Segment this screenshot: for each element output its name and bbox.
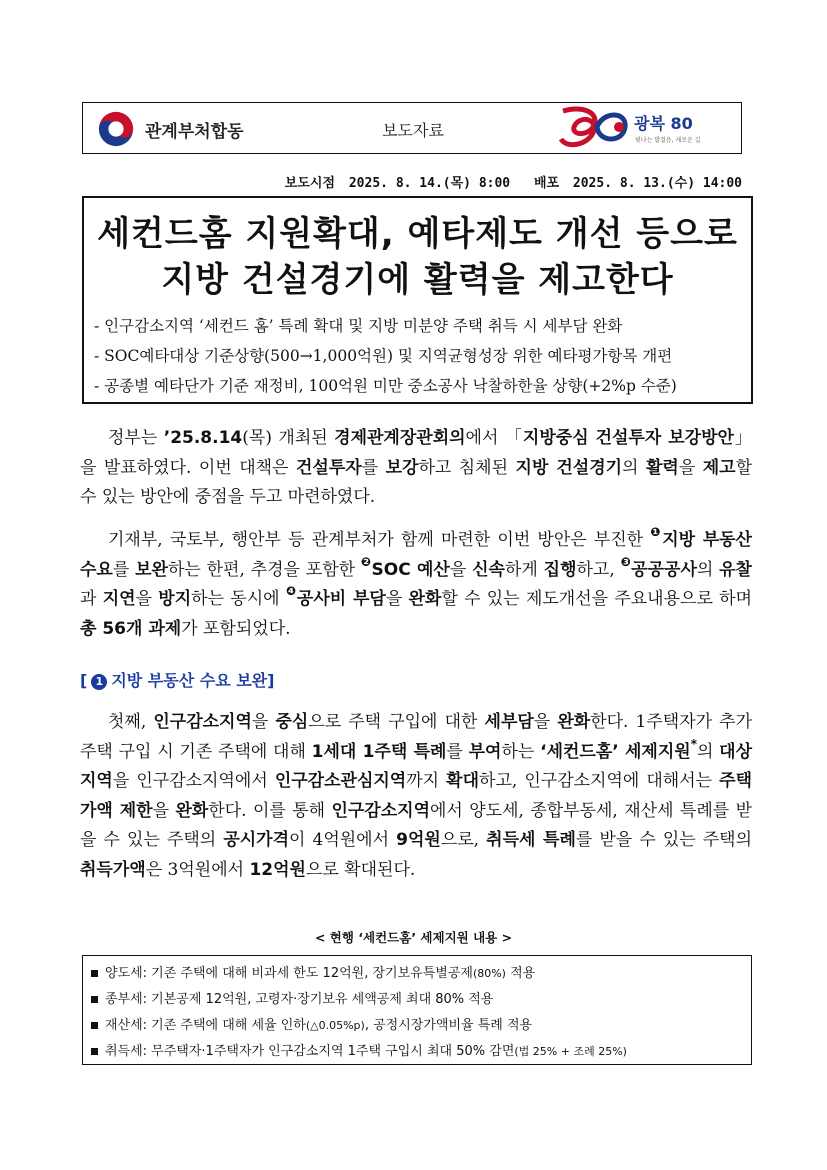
title-bullet-2: - SOC예타대상 기준상향(500→1,000억원) 및 지역균형성장 위한 예타평가항목 개편: [94, 347, 673, 365]
list-item: 종부세: 기본공제 12억원, 고령자·장기보유 세액공제 최대 80% 적용: [91, 988, 493, 1007]
liberation-80-text: 광복 80: [634, 114, 693, 133]
square-bullet-icon: [91, 1022, 98, 1029]
paragraph-1: 정부는 ’25.8.14(목) 개최된 경제관계장관회의에서 「지방중심 건설투자 보강방안」을 발표하였다. 이번 대책은 건설투자를 보강하고 침체된 지방 건설경기의 활력을 제고할 수 있는 방안에 중점을 두고 마련하였다.: [80, 428, 753, 508]
paragraph-3: 첫째, 인구감소지역을 중심으로 주택 구입에 대한 세부담을 완화한다. 1주택자가 추가 주택 구입 시 기존 주택에 대해 1세대 1주택 특례를 부여하는 ‘세컨드홈’ 세제지원*의 대상 지역을 인구감소지역에서 인구감소관심지역까지 확대하고, 인구감소지역에 대해서는 주택 가액 제한을 완화한다. 이를 통해 인구감소지역에서 양도세, 종합부동세, 재산세 특례를 받을 수 있는 주택의 공시가격이 4억원에서 9억원으로, 취득세 특례를 받을 수 있는 주택의 취득가액은 3억원에서 12억원으로 확대된다.: [80, 712, 753, 880]
list-item: 양도세: 기존 주택에 대해 비과세 한도 12억원, 장기보유특별공제(80%) 적용: [91, 962, 535, 981]
square-bullet-icon: [91, 996, 98, 1003]
org-name: 관계부처합동: [145, 122, 244, 142]
square-bullet-icon: [91, 1048, 98, 1055]
table-caption: < 현행 ‘세컨드홈’ 세제지원 내용 >: [314, 930, 513, 945]
distribution-label: 배포: [533, 176, 560, 191]
paragraph-2: 기재부, 국토부, 행안부 등 관계부처가 함께 마련한 이번 방안은 부진한 $^❶$지방 부동산 수요를 보완하는 한편, 추경을 포함한 $^❷$SOC 예산을 신속하게 집행하고, $^❸$공공공사의 유찰과 지연을 방지하는 동시에 $^❹$공사비 부담을 완화할 수 있는 제도개선을 주요내용으로 하며 총 56개 과제가 포함되었다.: [80, 525, 753, 639]
section-number-badge: 1: [91, 674, 107, 690]
distribution-value: 2025. 8. 13.(수) 14:00: [572, 176, 742, 191]
header-box: [82, 102, 742, 154]
tax-support-box: [82, 955, 752, 1065]
title-line-1: 세컨드홈 지원확대, 예타제도 개선 등으로: [97, 214, 738, 254]
title-box: [82, 196, 753, 404]
title-line-2: 지방 건설경기에 활력을 제고한다: [161, 260, 674, 300]
release-value: 2025. 8. 14.(목) 8:00: [348, 176, 511, 191]
release-label: 보도시점: [284, 176, 336, 191]
dateline: [279, 172, 742, 191]
square-bullet-icon: [91, 970, 98, 977]
title-bullet-3: - 공종별 예타단가 기준 재정비, 100억원 미만 중소공사 낙찰하한율 상향(+2%p 수준): [94, 377, 677, 395]
list-item: 재산세: 기존 주택에 대해 세율 인하(△0.05%p), 공정시장가액비율 특례 적용: [91, 1014, 532, 1033]
document-type: 보도자료: [382, 121, 444, 140]
government-emblem-icon: [97, 110, 135, 148]
section-heading-1: [ 1 지방 부동산 수요 보완]: [80, 671, 275, 690]
liberation-80-subtext: 빛나는 발걸음, 새로운 길: [635, 137, 701, 144]
title-bullet-1: - 인구감소지역 ‘세컨드 홈’ 특례 확대 및 지방 미분양 주택 취득 시 세부담 완화: [94, 317, 623, 335]
list-item: 취득세: 무주택자·1주택자가 인구감소지역 1주택 구입시 최대 50% 감면(법 25% + 조례 25%): [91, 1040, 627, 1059]
